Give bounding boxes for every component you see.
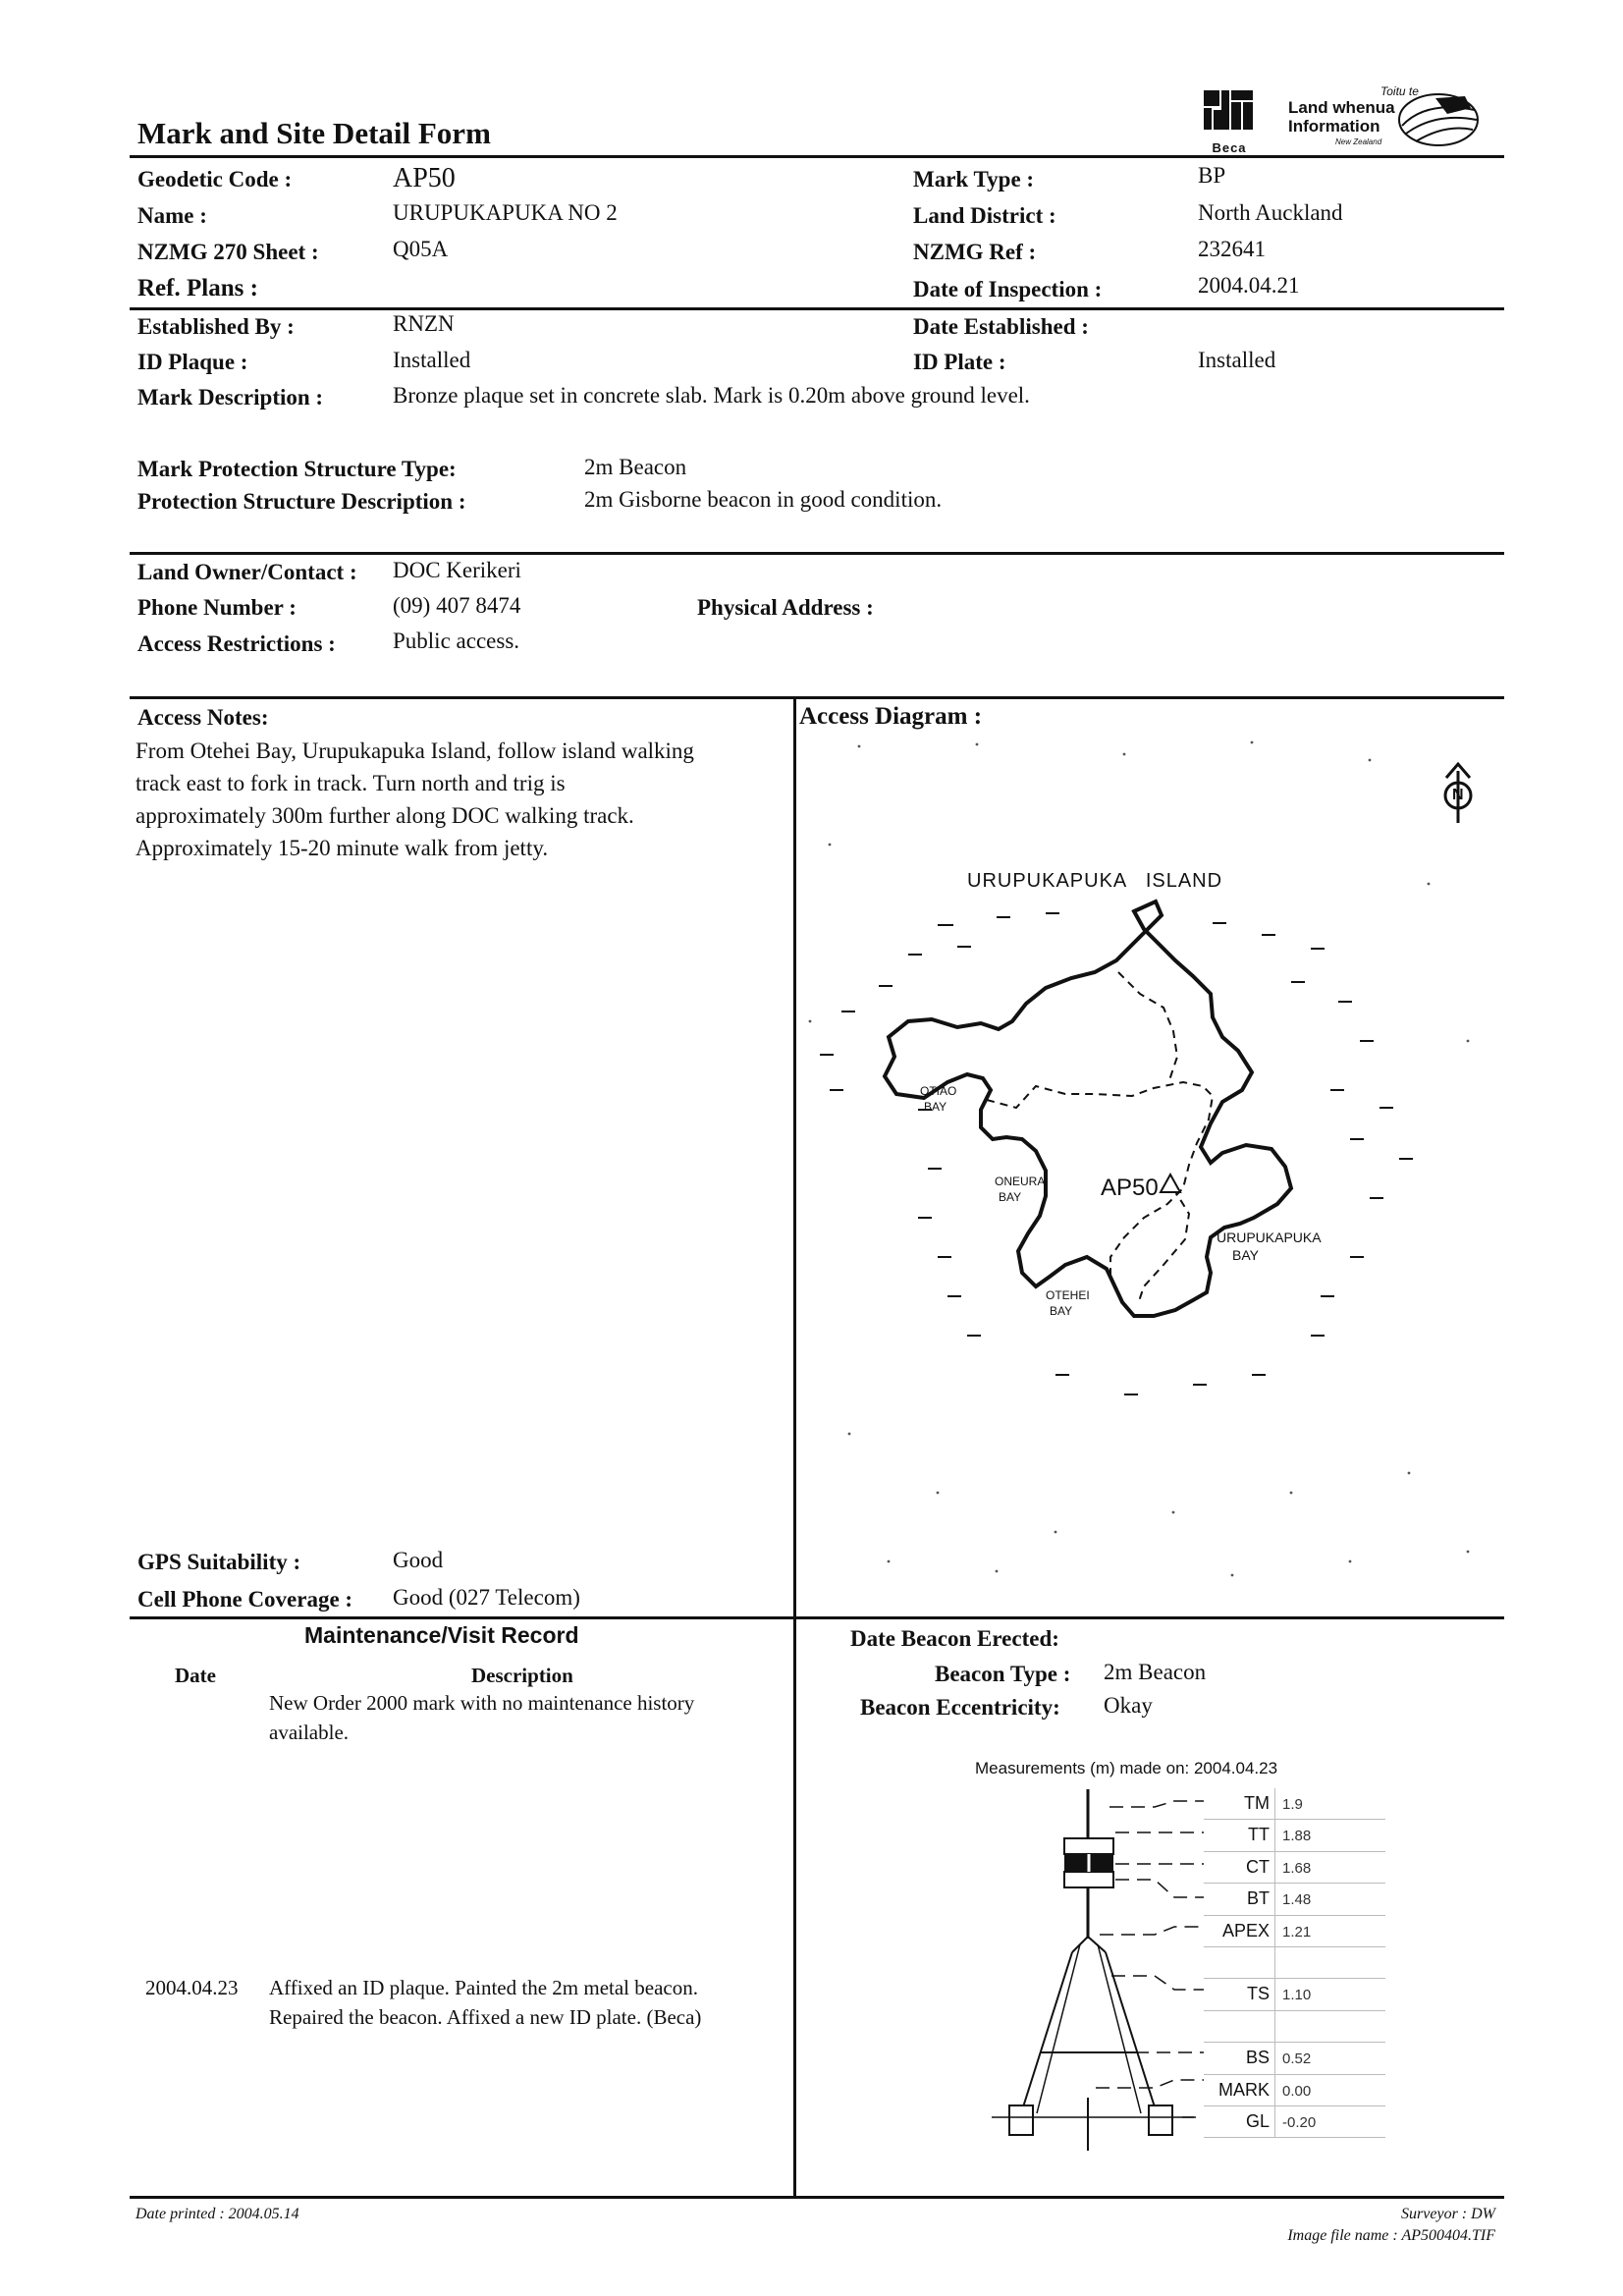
linz-line1: Toitu te — [1380, 84, 1419, 98]
otiao-bay-label-1: OTIAO — [920, 1084, 957, 1098]
measurement-separator — [1274, 2106, 1275, 2138]
restrictions-label: Access Restrictions : — [137, 631, 336, 656]
protection-description-label: Protection Structure Description : — [137, 489, 466, 514]
record-line: New Order 2000 mark with no maintenance history — [269, 1691, 695, 1715]
measurement-code: MARK — [1217, 2079, 1270, 2100]
footer-rule — [130, 2196, 1504, 2199]
date-inspection: 2004.04.21 — [1198, 273, 1300, 298]
measurement-separator — [1274, 1852, 1275, 1884]
measurement-code: GL — [1245, 2111, 1270, 2131]
access-notes — [135, 735, 784, 864]
geodetic-code-label: Geodetic Code : — [137, 167, 293, 191]
measurement-value: 1.9 — [1282, 1796, 1303, 1813]
beacon-eccentricity: Okay — [1104, 1693, 1153, 1718]
north-label: N — [1452, 787, 1464, 803]
access-diagram-label: Access Diagram : — [799, 703, 983, 730]
header-rule — [130, 155, 1504, 158]
land-district-label: Land District : — [913, 203, 1056, 228]
otiao-bay-label-2: BAY — [924, 1100, 947, 1114]
protection-type: 2m Beacon — [584, 455, 687, 479]
measurement-value: 1.88 — [1282, 1828, 1312, 1845]
access-notes-label: Access Notes: — [137, 705, 269, 730]
measurement-value: 1.48 — [1282, 1891, 1312, 1909]
measurement-row — [1204, 2011, 1385, 2043]
beacon-type: 2m Beacon — [1104, 1660, 1207, 1684]
mark-type-label: Mark Type : — [913, 167, 1035, 191]
otehei-bay-label-2: BAY — [1050, 1304, 1073, 1318]
mark-label: AP50 — [1101, 1175, 1159, 1201]
date-beacon-erected-label: Date Beacon Erected: — [850, 1626, 1059, 1651]
measurement-row — [1204, 1979, 1385, 2010]
measurement-code: TS — [1246, 1984, 1270, 2004]
section-rule-2 — [130, 552, 1504, 555]
measurement-value: 0.00 — [1282, 2082, 1312, 2100]
nzmg-ref-label: NZMG Ref : — [913, 240, 1037, 264]
access-notes-line: From Otehei Bay, Urupukapuka Island, follow island walking — [135, 738, 694, 763]
access-notes-line: Approximately 15-20 minute walk from jetty. — [135, 836, 549, 860]
gps: Good — [393, 1548, 444, 1572]
section-rule-1 — [130, 307, 1504, 310]
cell: Good (027 Telecom) — [393, 1585, 580, 1610]
record-line: Repaired the beacon. Affixed a new ID plate. (Beca) — [269, 2005, 702, 2029]
nzmg-ref: 232641 — [1198, 237, 1266, 261]
record-line: Affixed an ID plaque. Painted the 2m metal beacon. — [269, 1976, 698, 1999]
sheet: Q05A — [393, 237, 449, 261]
mark-name: URUPUKAPUKA NO 2 — [393, 200, 618, 225]
ref-plans-label: Ref. Plans : — [137, 275, 258, 301]
image-file-name: Image file name : AP500404.TIF — [1287, 2227, 1495, 2244]
measurement-value: -0.20 — [1282, 2114, 1317, 2131]
measurement-separator — [1274, 1916, 1275, 1947]
measurement-value: 1.10 — [1282, 1987, 1312, 2004]
measurements-title: Measurements (m) made on: 2004.04.23 — [975, 1759, 1278, 1777]
established-by-label: Established By : — [137, 314, 295, 339]
measurement-separator — [1274, 1820, 1275, 1851]
beacon-type-label: Beacon Type : — [935, 1662, 1071, 1686]
measurement-code: BS — [1245, 2048, 1270, 2068]
measurement-row — [1204, 1852, 1385, 1884]
protection-description: 2m Gisborne beacon in good condition. — [584, 487, 943, 512]
measurement-row — [1204, 1820, 1385, 1851]
measurement-code: BT — [1246, 1888, 1270, 1909]
record-date: 2004.04.23 — [145, 1976, 239, 1999]
stipple — [809, 741, 1470, 1577]
measurement-row — [1204, 1947, 1385, 1979]
urupukapuka-bay-label-1: URUPUKAPUKA — [1217, 1230, 1322, 1245]
linz-line3: Information — [1288, 117, 1380, 136]
geodetic-code: AP50 — [393, 163, 456, 193]
column-divider — [793, 696, 796, 2197]
beca-logo — [1202, 88, 1257, 155]
measurement-row — [1204, 2043, 1385, 2074]
id-plaque: Installed — [393, 348, 471, 372]
measurement-row — [1204, 1884, 1385, 1915]
measurement-code: TM — [1244, 1793, 1270, 1813]
measurement-separator — [1274, 2075, 1275, 2106]
owner-label: Land Owner/Contact : — [137, 560, 357, 584]
date-printed: Date printed : 2004.05.14 — [135, 2206, 299, 2222]
island-label: URUPUKAPUKA ISLAND — [967, 870, 1223, 892]
mark-triangle — [1161, 1175, 1180, 1192]
measurement-separator — [1274, 1884, 1275, 1915]
maintenance-title: Maintenance/Visit Record — [304, 1622, 579, 1648]
measurement-separator — [1274, 1947, 1275, 1979]
oneura-bay-label-1: ONEURA — [995, 1175, 1046, 1188]
measurement-code: APEX — [1221, 1920, 1270, 1941]
protection-type-label: Mark Protection Structure Type: — [137, 457, 457, 481]
id-plaque-label: ID Plaque : — [137, 350, 248, 374]
mark-description: Bronze plaque set in concrete slab. Mark is 0.20m above ground level. — [393, 383, 1030, 408]
phone-label: Phone Number : — [137, 595, 297, 620]
phone: (09) 407 8474 — [393, 593, 521, 618]
surveyor: Surveyor : DW — [1401, 2206, 1495, 2222]
measurement-row — [1204, 1916, 1385, 1947]
owner: DOC Kerikeri — [393, 558, 521, 582]
id-plate-label: ID Plate : — [913, 350, 1006, 374]
linz-logo — [1286, 84, 1483, 153]
date-inspection-label: Date of Inspection : — [913, 277, 1103, 301]
measurement-separator — [1274, 1979, 1275, 2010]
id-plate: Installed — [1198, 348, 1276, 372]
globe-icon — [1396, 90, 1481, 149]
access-notes-line: approximately 300m further along DOC walking track. — [135, 803, 634, 828]
mark-type: BP — [1198, 163, 1226, 188]
measurement-value: 1.21 — [1282, 1923, 1312, 1941]
linz-line4: New Zealand — [1335, 137, 1382, 146]
physical-address-label: Physical Address : — [697, 595, 874, 620]
sheet-label: NZMG 270 Sheet : — [137, 240, 319, 264]
page-title: Mark and Site Detail Form — [137, 116, 491, 150]
access-notes-line: track east to fork in track. Turn north and trig is — [135, 771, 566, 795]
oneura-bay-label-2: BAY — [999, 1190, 1022, 1204]
otehei-bay-label-1: OTEHEI — [1046, 1288, 1090, 1302]
access-diagram — [800, 727, 1502, 1591]
urupukapuka-bay-label-2: BAY — [1232, 1247, 1259, 1263]
measurement-separator — [1274, 2043, 1275, 2074]
measurement-row — [1204, 1788, 1385, 1820]
measurement-separator — [1274, 1788, 1275, 1820]
cell-label: Cell Phone Coverage : — [137, 1587, 353, 1612]
measurement-value: 1.68 — [1282, 1859, 1312, 1877]
record-line: available. — [269, 1721, 350, 1744]
measurement-value: 0.52 — [1282, 2050, 1312, 2068]
maintenance-description-header: Description — [471, 1664, 573, 1687]
measurement-code: TT — [1248, 1825, 1270, 1845]
name-label: Name : — [137, 203, 207, 228]
water-hatching — [820, 913, 1413, 1394]
mark-description-label: Mark Description : — [137, 385, 324, 410]
beacon-eccentricity-label: Beacon Eccentricity: — [860, 1695, 1060, 1720]
section-rule-3 — [130, 696, 1504, 699]
measurement-row — [1204, 2106, 1385, 2138]
section-rule-4 — [130, 1616, 1504, 1619]
linz-line2: Land whenua — [1288, 98, 1395, 117]
measurement-code: CT — [1246, 1856, 1270, 1877]
measurement-separator — [1274, 2011, 1275, 2043]
established-by: RNZN — [393, 311, 455, 336]
land-district: North Auckland — [1198, 200, 1343, 225]
gps-label: GPS Suitability : — [137, 1550, 301, 1574]
restrictions: Public access. — [393, 629, 520, 653]
beca-label: Beca — [1212, 140, 1247, 155]
maintenance-date-header: Date — [175, 1664, 216, 1687]
measurement-row — [1204, 2075, 1385, 2106]
date-established-label: Date Established : — [913, 314, 1089, 339]
